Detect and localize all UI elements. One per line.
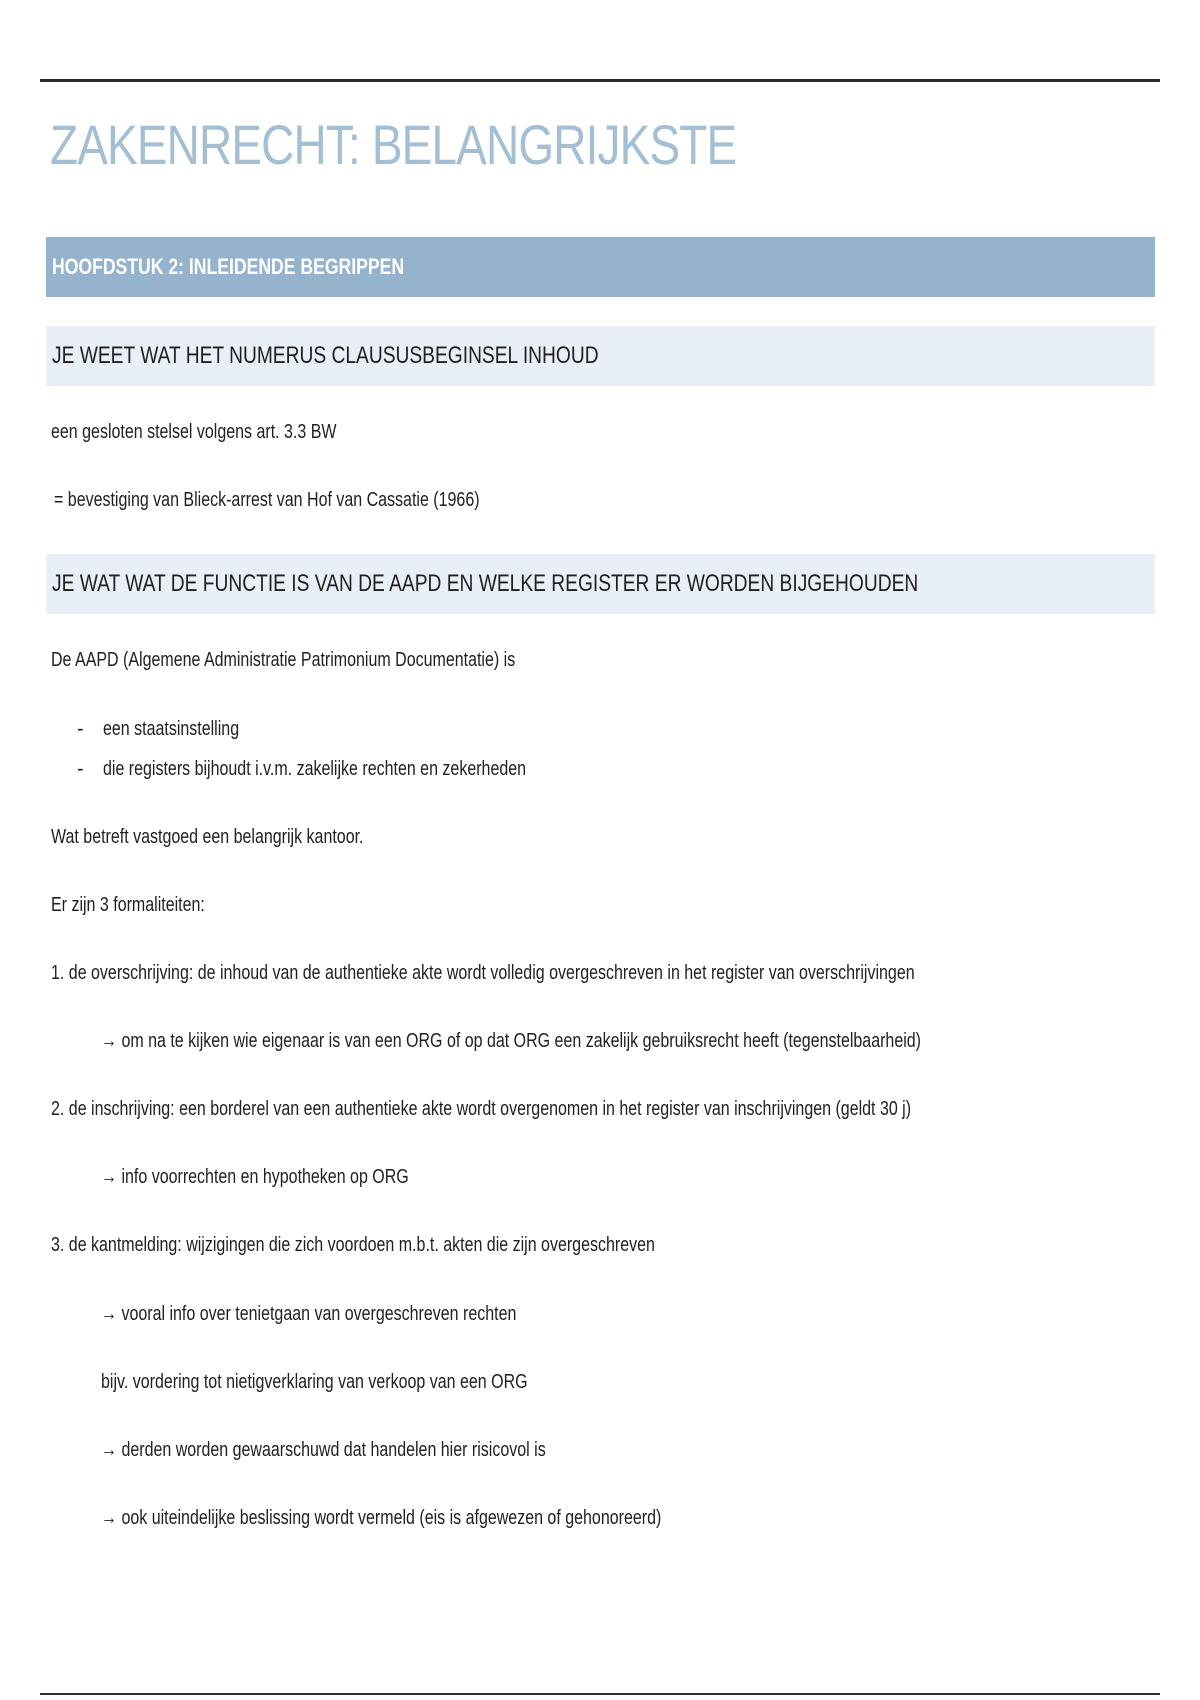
bullet-marker: - — [77, 758, 84, 780]
section-heading-aapd — [46, 554, 1155, 614]
top-rule — [40, 79, 1160, 82]
bullet-marker: - — [77, 718, 84, 740]
chapter-heading-text: HOOFDSTUK 2: INLEIDENDE BEGRIPPEN — [52, 254, 405, 279]
body-line: Wat betreft vastgoed een belangrijk kantoor. — [51, 826, 364, 848]
bottom-rule — [40, 1693, 1160, 1695]
section-heading-numerus-clausus — [46, 326, 1155, 386]
body-line: → vooral info over tenietgaan van overgeschreven rechten — [101, 1303, 517, 1325]
section-heading-text: JE WEET WAT HET NUMERUS CLAUSUSBEGINSEL INHOUD — [52, 342, 599, 369]
body-line: → derden worden gewaarschuwd dat handelen hier risicovol is — [101, 1439, 546, 1461]
body-line: De AAPD (Algemene Administratie Patrimonium Documentatie) is — [51, 649, 516, 671]
body-line: 2. de inschrijving: een borderel van een authentieke akte wordt overgenomen in het register van inschrijvingen (geldt 30 j) — [51, 1098, 912, 1120]
body-line: → ook uiteindelijke beslissing wordt vermeld (eis is afgewezen of gehonoreerd) — [101, 1507, 662, 1529]
body-line: 3. de kantmelding: wijzigingen die zich voordoen m.b.t. akten die zijn overgeschreven — [51, 1234, 655, 1256]
body-line: → om na te kijken wie eigenaar is van een ORG of op dat ORG een zakelijk gebruiksrecht heeft (tegenstelbaarheid) — [101, 1030, 921, 1052]
body-line: = bevestiging van Blieck-arrest van Hof van Cassatie (1966) — [54, 489, 480, 511]
page-title: ZAKENRECHT: BELANGRIJKSTE — [50, 113, 737, 176]
section-heading-text: JE WAT WAT DE FUNCTIE IS VAN DE AAPD EN WELKE REGISTER ER WORDEN BIJGEHOUDEN — [52, 570, 919, 597]
body-line: een gesloten stelsel volgens art. 3.3 BW — [51, 421, 337, 443]
body-line: → info voorrechten en hypotheken op ORG — [101, 1166, 409, 1188]
body-line: Er zijn 3 formaliteiten: — [51, 894, 205, 916]
body-line: 1. de overschrijving: de inhoud van de authentieke akte wordt volledig overgeschreven in het register van overschrijvingen — [51, 962, 915, 984]
list-item: die registers bijhoudt i.v.m. zakelijke rechten en zekerheden — [103, 758, 527, 780]
body-line: bijv. vordering tot nietigverklaring van verkoop van een ORG — [101, 1371, 528, 1393]
chapter-heading — [46, 237, 1155, 297]
list-item: een staatsinstelling — [103, 718, 240, 740]
